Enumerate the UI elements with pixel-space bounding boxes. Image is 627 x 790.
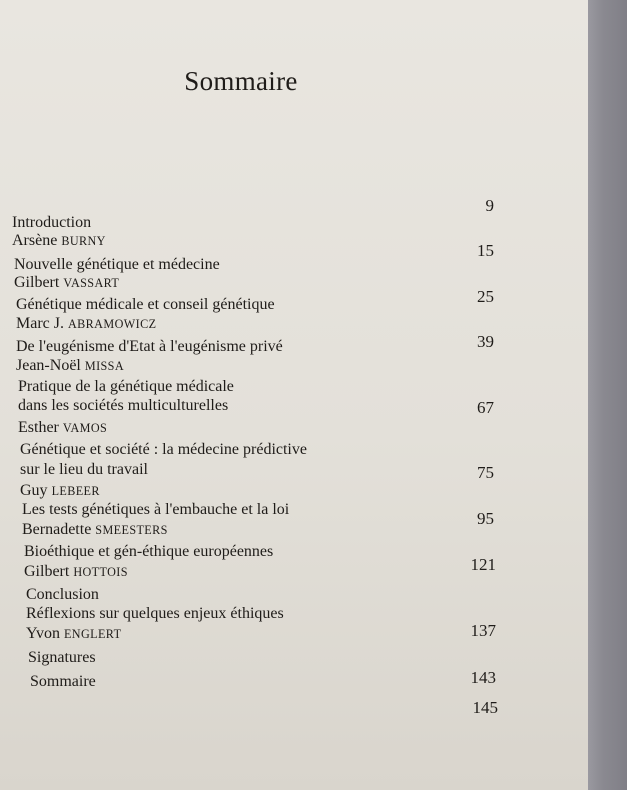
entry-title: Bioéthique et gén-éthique européennes: [24, 543, 274, 560]
entry-title: sur le lieu du travail: [20, 461, 148, 478]
entry-author: Jean-Noël MISSA: [16, 357, 125, 374]
page-number: 137: [470, 621, 496, 640]
page-number: 143: [470, 668, 496, 687]
entry-title: Les tests génétiques à l'embauche et la loi: [22, 501, 290, 518]
page-number: 25: [477, 287, 494, 306]
page-number: 121: [470, 555, 496, 574]
page-number: 95: [477, 509, 494, 528]
entry-title: Conclusion: [26, 586, 99, 603]
entry-title: dans les sociétés multiculturelles: [18, 397, 229, 414]
page-number: 145: [472, 698, 498, 717]
background-edge: [588, 0, 627, 790]
page-number: 67: [477, 398, 494, 417]
entry-title: De l'eugénisme d'Etat à l'eugénisme privé: [16, 338, 283, 355]
entry-title: Sommaire: [30, 673, 96, 690]
entry-author: Gilbert HOTTOIS: [24, 563, 128, 580]
entry-title: Nouvelle génétique et médecine: [14, 256, 220, 273]
entry-title: Introduction: [12, 214, 92, 231]
entry-author: Arsène BURNY: [12, 232, 106, 249]
entry-title: Génétique et société : la médecine prédictive: [20, 441, 307, 458]
entry-author: Guy LEBEER: [20, 482, 100, 499]
entry-author: Gilbert VASSART: [14, 274, 120, 291]
entry-title: Réflexions sur quelques enjeux éthiques: [26, 605, 284, 622]
entry-title: Pratique de la génétique médicale: [18, 378, 234, 395]
entry-author: Yvon ENGLERT: [26, 625, 122, 642]
page-number: 9: [485, 196, 494, 215]
entry-author: Bernadette SMEESTERS: [22, 521, 168, 538]
page-number: 15: [477, 241, 494, 260]
page-number: 39: [477, 332, 494, 351]
entry-author: Marc J. ABRAMOWICZ: [16, 315, 157, 332]
entry-author: Esther VAMOS: [18, 419, 108, 436]
entry-title: Signatures: [28, 649, 96, 666]
page-number: 75: [477, 463, 494, 482]
entry-title: Génétique médicale et conseil génétique: [16, 296, 275, 313]
page-title: Sommaire: [184, 66, 298, 96]
